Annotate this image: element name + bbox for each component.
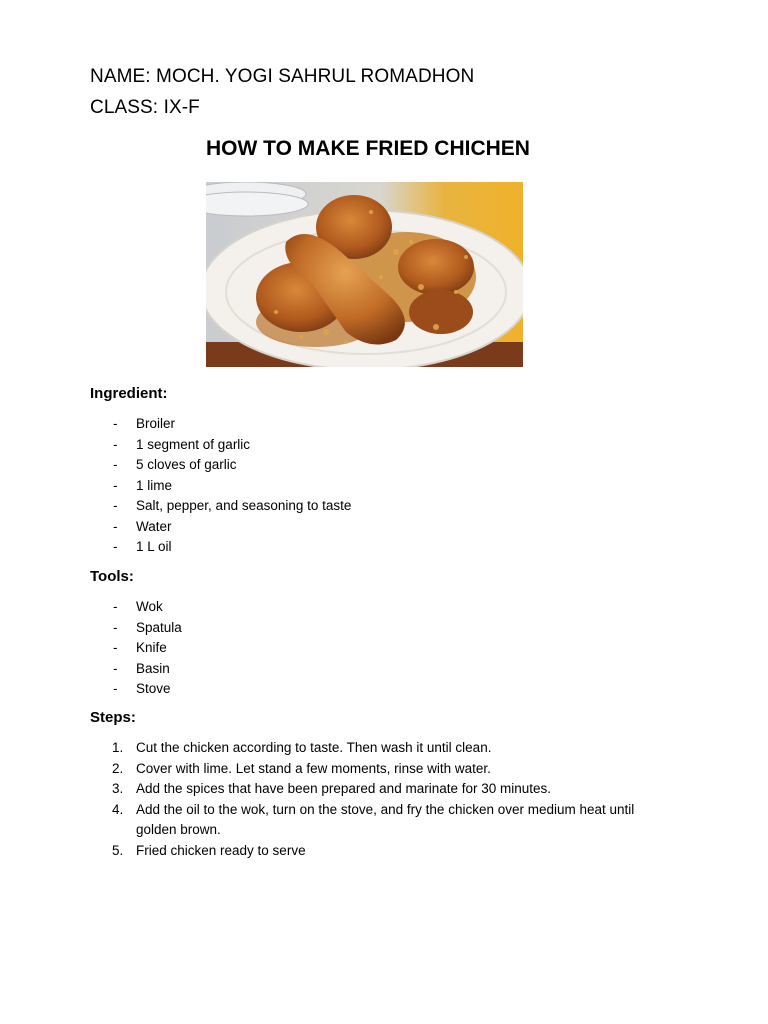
- list-item: - Wok: [113, 599, 163, 614]
- list-item: - Stove: [113, 681, 171, 696]
- list-item: - Knife: [113, 640, 167, 655]
- list-item: - Salt, pepper, and seasoning to taste: [113, 498, 352, 513]
- list-item: - 5 cloves of garlic: [113, 457, 237, 472]
- tools-heading: Tools:: [90, 568, 134, 585]
- student-name: NAME: MOCH. YOGI SAHRUL ROMADHON: [90, 66, 475, 87]
- student-class: CLASS: IX-F: [90, 97, 200, 118]
- steps-heading: Steps:: [90, 709, 136, 726]
- ingredient-heading: Ingredient:: [90, 385, 168, 402]
- step-item: 5. Fried chicken ready to serve: [112, 842, 306, 858]
- list-item: - Broiler: [113, 416, 176, 431]
- steps-list: [90, 738, 670, 861]
- step-item: 2. Cover with lime. Let stand a few moments, rinse with water.: [112, 760, 491, 776]
- list-item: - 1 L oil: [113, 539, 172, 554]
- recipe-title: HOW TO MAKE FRIED CHICHEN: [206, 137, 530, 160]
- step-item: 4. Add the oil to the wok, turn on the stove, and fry the chicken over medium heat until golden brown.: [112, 801, 635, 837]
- list-item: - Spatula: [113, 619, 182, 635]
- tools-list: [90, 597, 182, 700]
- step-item: 1. Cut the chicken according to taste. Then wash it until clean.: [112, 740, 492, 755]
- fried-chicken-photo: [206, 182, 523, 367]
- list-item: - Basin: [113, 660, 170, 676]
- list-item: - 1 segment of garlic: [113, 436, 251, 452]
- list-item: - Water: [113, 518, 172, 534]
- list-item: - 1 lime: [113, 477, 173, 493]
- step-item: 3. Add the spices that have been prepared and marinate for 30 minutes.: [112, 781, 552, 796]
- ingredient-list: [90, 414, 351, 558]
